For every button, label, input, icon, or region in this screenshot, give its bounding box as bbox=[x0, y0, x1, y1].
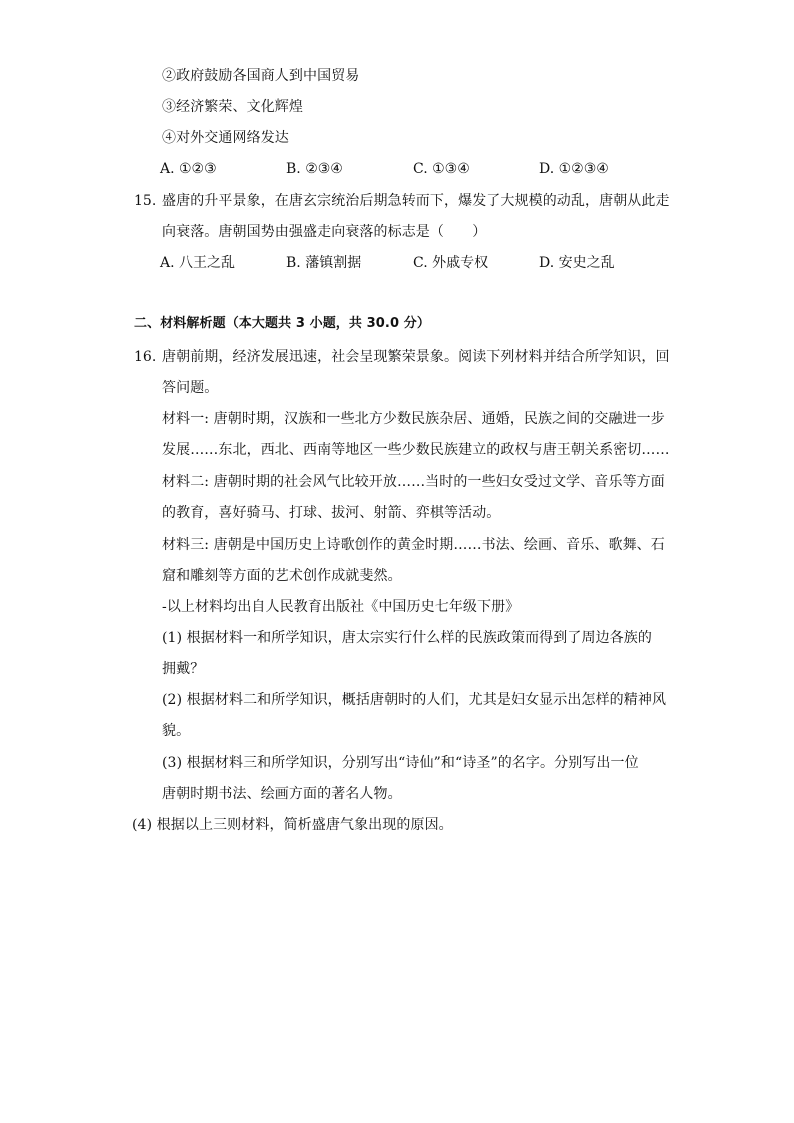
q16-material-source: -以上材料均出自人民教育出版社《中国历史七年级下册》 bbox=[162, 599, 520, 615]
q14-option-d: D. ①②③④ bbox=[539, 161, 609, 177]
q16-question-3-line-1: (3) 根据材料三和所学知识，分别写出“诗仙”和“诗圣”的名字。分别写出一位 bbox=[162, 755, 639, 771]
q16-number: 16. bbox=[134, 349, 157, 365]
section-2-title: 二、材料解析题（本大题共 3 小题，共 30.0 分） bbox=[134, 316, 430, 331]
q14-item-3: ③经济繁荣、文化辉煌 bbox=[162, 99, 303, 115]
q16-question-2-line-1: (2) 根据材料二和所学知识，概括唐朝时的人们，尤其是妇女显示出怎样的精神风 bbox=[162, 692, 667, 708]
q16-material-line-6: 窟和雕刻等方面的艺术创作成就斐然。 bbox=[162, 568, 402, 584]
q16-question-1-line-2: 拥戴？ bbox=[162, 661, 205, 677]
q16-question-3-line-2: 唐朝时期书法、绘画方面的著名人物。 bbox=[162, 786, 402, 802]
q16-stem-line-1: 唐朝前期，经济发展迅速，社会呈现繁荣景象。阅读下列材料并结合所学知识，回 bbox=[162, 349, 670, 365]
q16-question-1-line-1: (1) 根据材料一和所学知识，唐太宗实行什么样的民族政策而得到了周边各族的 bbox=[162, 630, 652, 646]
q16-question-4: (4) 根据以上三则材料，简析盛唐气象出现的原因。 bbox=[132, 817, 453, 833]
q15-stem-line-1: 盛唐的升平景象，在唐玄宗统治后期急转而下，爆发了大规模的动乱，唐朝从此走 bbox=[162, 193, 670, 209]
q14-option-a: A. ①②③ bbox=[160, 161, 217, 177]
q16-material-line-3: 材料二: 唐朝时期的社会风气比较开放……当时的一些妇女受过文学、音乐等方面 bbox=[162, 474, 665, 490]
q15-stem-line-2: 向衰落。唐朝国势由强盛走向衰落的标志是（ ） bbox=[162, 224, 487, 240]
q16-material-line-1: 材料一: 唐朝时期，汉族和一些北方少数民族杂居、通婚，民族之间的交融进一步 bbox=[162, 411, 665, 427]
q15-option-a: A. 八王之乱 bbox=[160, 255, 236, 271]
q14-item-2: ②政府鼓励各国商人到中国贸易 bbox=[162, 68, 360, 84]
q16-question-2-line-2: 貌。 bbox=[162, 723, 191, 739]
q16-stem-line-2: 答问题。 bbox=[162, 380, 219, 396]
q16-material-line-4: 的教育，喜好骑马、打球、拔河、射箭、弈棋等活动。 bbox=[162, 505, 501, 521]
q15-option-c: C. 外戚专权 bbox=[413, 255, 489, 271]
q14-option-c: C. ①③④ bbox=[413, 161, 470, 177]
q15-option-b: B. 藩镇割据 bbox=[286, 255, 362, 271]
q15-option-d: D. 安史之乱 bbox=[539, 255, 615, 271]
q15-number: 15. bbox=[134, 193, 157, 209]
q16-material-line-5: 材料三: 唐朝是中国历史上诗歌创作的黄金时期……书法、绘画、音乐、歌舞、石 bbox=[162, 537, 665, 553]
q14-option-b: B. ②③④ bbox=[286, 161, 343, 177]
q14-item-4: ④对外交通网络发达 bbox=[162, 130, 289, 146]
q16-material-line-2: 发展……东北，西北、西南等地区一些少数民族建立的政权与唐王朝关系密切…… bbox=[162, 442, 670, 458]
